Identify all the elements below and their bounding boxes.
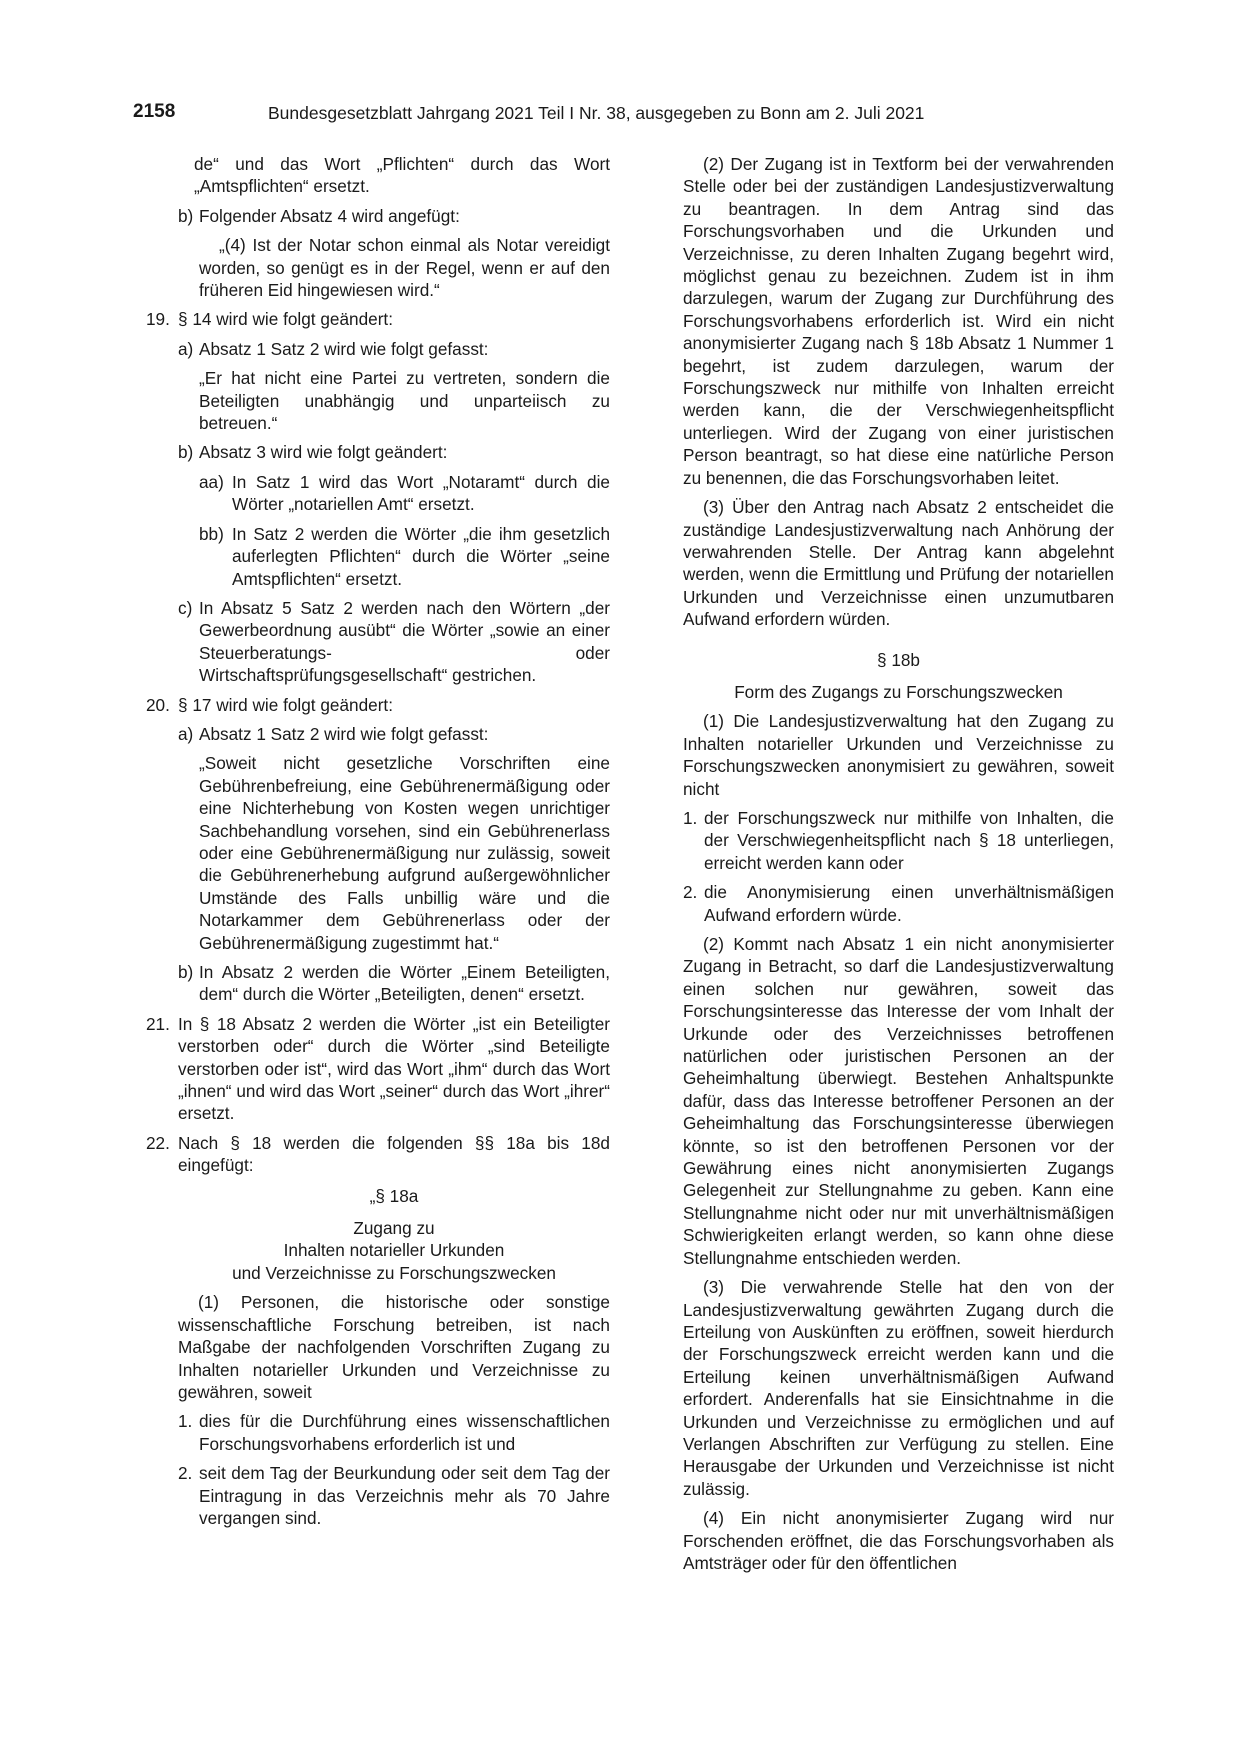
section-title-18a-line-1: Zugang zu [353, 1218, 435, 1239]
item-label: 2. [683, 882, 698, 903]
list-item-19b-aa [199, 471, 610, 516]
item-text: die Anonymisierung einen unverhältnismäßigen Aufwand erfordern würde. [704, 882, 1114, 925]
list-item-18b-2 [683, 881, 1114, 926]
list-item-22 [146, 1132, 610, 1177]
item-text: Absatz 1 Satz 2 wird wie folgt gefasst: [199, 338, 489, 359]
item-text: In Satz 1 wird das Wort „Notaramt“ durch die Wörter „notariellen Amt“ ersetzt. [232, 471, 610, 515]
item-text: Folgender Absatz 4 wird angefügt: [199, 205, 460, 226]
item-text: der Forschungszweck nur mithilfe von Inhalten, die der Verschwiegenheitspflicht nach § 18 unterliegen, erreicht werden kann oder [704, 807, 1114, 873]
item-text: In § 18 Absatz 2 werden die Wörter „ist ein Beteiligter verstorben oder“ durch die Wörter „sind Beteiligte verstorben oder ist“, wird das Wort „ihm“ durch das Wort „ihnen“ und wird das Wort „seiner“ durch das Wort „ihrer“ ersetzt. [178, 1013, 610, 1124]
item-label: 1. [683, 807, 698, 828]
section-heading-18a: „§ 18a [369, 1185, 419, 1206]
list-item-19b-bb [199, 523, 610, 590]
continuation-text: de“ und das Wort „Pflichten“ durch das Wort „Amtspflichten“ ersetzt. [194, 154, 610, 197]
item-label: a) [178, 723, 194, 744]
paragraph-18a-2: (2) Der Zugang ist in Textform bei der verwahrenden Stelle oder bei der zuständigen Landesjustizverwaltung zu beantragen. In dem Antrag sind das Forschungsvorhaben und die Urkunden und Verzeichnisse, zu deren Inhalten Zugang begehrt wird, möglichst genau zu bezeichnen. Zudem ist in ihm darzulegen, warum der Zugang zur Durchführung des Forschungsvorhabens erforderlich ist. Wird ein nicht anonymisierter Zugang nach § 18b Absatz 1 Nummer 1 begehrt, ist zudem darzulegen, warum der Forschungszweck nur mithilfe von Inhalten erreicht werden kann, die der Verschwiegenheitspflicht unterliegen. Wird der Zugang von einer juristischen Person beantragt, so hat diese eine natürliche Person zu benennen, die das Forschungsvorhaben leitet. [683, 154, 1114, 488]
item-text: dies für die Durchführung eines wissenschaftlichen Forschungsvorhabens erforderlich ist und [199, 1411, 610, 1454]
item-label: 1. [178, 1411, 193, 1432]
item-text: Absatz 1 Satz 2 wird wie folgt gefasst: [199, 723, 489, 744]
list-item-18b-1 [683, 807, 1114, 874]
item-text: In Absatz 5 Satz 2 werden nach den Wörtern „der Gewerbeordnung ausübt“ die Wörter „sowie an einer Steuerberatungs- oder Wirtschaftsprüfungsgesellschaft“ gestrichen. [199, 597, 610, 686]
item-label: b) [178, 442, 194, 463]
list-item-20b [178, 961, 610, 1006]
list-item-18a-2 [178, 1462, 610, 1529]
quote-19a: „Er hat nicht eine Partei zu vertreten, sondern die Beteiligten unabhängig und unparteiisch zu betreuen.“ [199, 368, 610, 434]
paragraph-18a-3: (3) Über den Antrag nach Absatz 2 entscheidet die zuständige Landesjustizverwaltung nach Anhörung der verwahrenden Stelle. Der Antrag kann abgelehnt werden, wenn die Ermittlung und Prüfung der notariellen Urkunden und Verzeichnisse einen unzumutbaren Aufwand erfordern würden. [683, 497, 1114, 630]
list-item-19 [146, 308, 610, 330]
item-text: In Satz 2 werden die Wörter „die ihm gesetzlich auferlegten Pflichten“ durch die Wörter „seine Amtspflichten“ ersetzt. [232, 523, 610, 589]
paragraph-18b-4: (4) Ein nicht anonymisierter Zugang wird nur Forschenden eröffnet, die das Forschungsvorhaben als Amtsträger oder für den öffentlichen [683, 1508, 1114, 1573]
item-label: 2. [178, 1463, 193, 1484]
list-item-18a-1 [178, 1410, 610, 1455]
list-item-19b [178, 441, 610, 463]
item-label: c) [178, 597, 193, 618]
list-item-b [178, 205, 610, 227]
paragraph-18b-1: (1) Die Landesjustizverwaltung hat den Zugang zu Inhalten notarieller Urkunden und Verzeichnisse zu Forschungszwecken anonymisiert zu gewähren, soweit nicht [683, 711, 1114, 799]
paragraph-18b-2: (2) Kommt nach Absatz 1 ein nicht anonymisierter Zugang in Betracht, so darf die Landesjustizverwaltung einen solchen nur gewähren, soweit das Forschungsinteresse das Interesse der vom Inhalt der Urkunde oder des Verzeichnisses betroffenen natürlichen oder juristischen Personen an der Geheimhaltung überwiegt. Bestehen Anhaltspunkte dafür, dass das Interesse betroffener Personen an der Geheimhaltung das Forschungsinteresse überwiegen könnte, so ist den betroffenen Personen vor der Gewährung eines nicht anonymisierten Zugangs Gelegenheit zur Stellungnahme zu geben. Kann eine Stellungnahme nicht oder nur mit unverhältnismäßigen Schwierigkeiten erlangt werden, so kann ohne diese Stellungnahme entschieden werden. [683, 934, 1114, 1268]
list-item-20 [146, 694, 610, 716]
section-title-18a-line-3: und Verzeichnisse zu Forschungszwecken [232, 1262, 556, 1283]
item-label: 19. [146, 309, 170, 330]
item-label: aa) [199, 471, 224, 492]
item-text: Absatz 3 wird wie folgt geändert: [199, 442, 448, 463]
paragraph-18b-3: (3) Die verwahrende Stelle hat den von der Landesjustizverwaltung gewährten Zugang durch die Erteilung von Auskünften zu eröffnen, soweit hierdurch der Forschungszweck erreicht werden kann und die Erteilung keinen unverhältnismäßigen Aufwand erfordert. Anderenfalls hat sie Einsichtnahme in die Urkunden und Verzeichnisse zu ermöglichen und auf Verlangen Abschriften zur Verfügung zu stellen. Eine Herausgabe der Urkunden und Verzeichnisse ist nicht zulässig. [683, 1277, 1114, 1499]
item-label: a) [178, 338, 194, 359]
quote-paragraph-4: „(4) Ist der Notar schon einmal als Notar vereidigt worden, so genügt es in der Regel, wenn er auf den früheren Eid hingewiesen wird.“ [199, 235, 610, 301]
list-item-19a [178, 338, 610, 360]
paragraph-18a-1: (1) Personen, die historische oder sonstige wissenschaftliche Forschung betreiben, ist nach Maßgabe der nachfolgenden Vorschriften Zugang zu Inhalten notarieller Urkunden und Verzeichnisse zu gewähren, soweit [178, 1292, 610, 1402]
item-text: § 17 wird wie folgt geändert: [178, 694, 393, 715]
item-text: In Absatz 2 werden die Wörter „Einem Beteiligten, dem“ durch die Wörter „Beteiligten, denen“ ersetzt. [199, 962, 610, 1005]
item-text: Nach § 18 werden die folgenden §§ 18a bis 18d eingefügt: [178, 1132, 610, 1176]
list-item-21 [146, 1013, 610, 1125]
page-number: 2158 [133, 101, 176, 122]
item-label: 21. [146, 1013, 170, 1034]
item-label: bb) [199, 523, 224, 544]
right-column [683, 153, 1114, 1581]
list-item-19c [178, 597, 610, 687]
running-title: Bundesgesetzblatt Jahrgang 2021 Teil I Nr. 38, ausgegeben zu Bonn am 2. Juli 2021 [268, 103, 925, 123]
section-title-18b: Form des Zugangs zu Forschungszwecken [734, 681, 1063, 702]
item-text: § 14 wird wie folgt geändert: [178, 309, 393, 330]
list-item-20a [178, 723, 610, 745]
left-column [146, 153, 610, 1536]
item-label: b) [178, 962, 194, 982]
section-heading-18b: § 18b [876, 649, 920, 670]
item-label: b) [178, 205, 194, 226]
section-title-18a-line-2: Inhalten notarieller Urkunden [283, 1240, 505, 1261]
item-label: 22. [146, 1132, 170, 1153]
item-label: 20. [146, 694, 170, 715]
quote-20a: „Soweit nicht gesetzliche Vorschriften eine Gebührenbefreiung, eine Gebührenermäßigung oder eine Nichterhebung von Kosten wegen unrichtiger Sachbehandlung vorsehen, sind ein Gebührenerlass oder eine Gebührenermäßigung nur zulässig, soweit die Gebührenerhebung aufgrund außergewöhnlicher Umstände des Falls unbillig wäre und die Notarkammer dem Gebührenerlass oder der Gebührenermäßigung zugestimmt hat.“ [199, 753, 610, 953]
item-text: seit dem Tag der Beurkundung oder seit dem Tag der Eintragung in das Verzeichnis mehr als 70 Jahre vergangen sind. [199, 1463, 610, 1528]
